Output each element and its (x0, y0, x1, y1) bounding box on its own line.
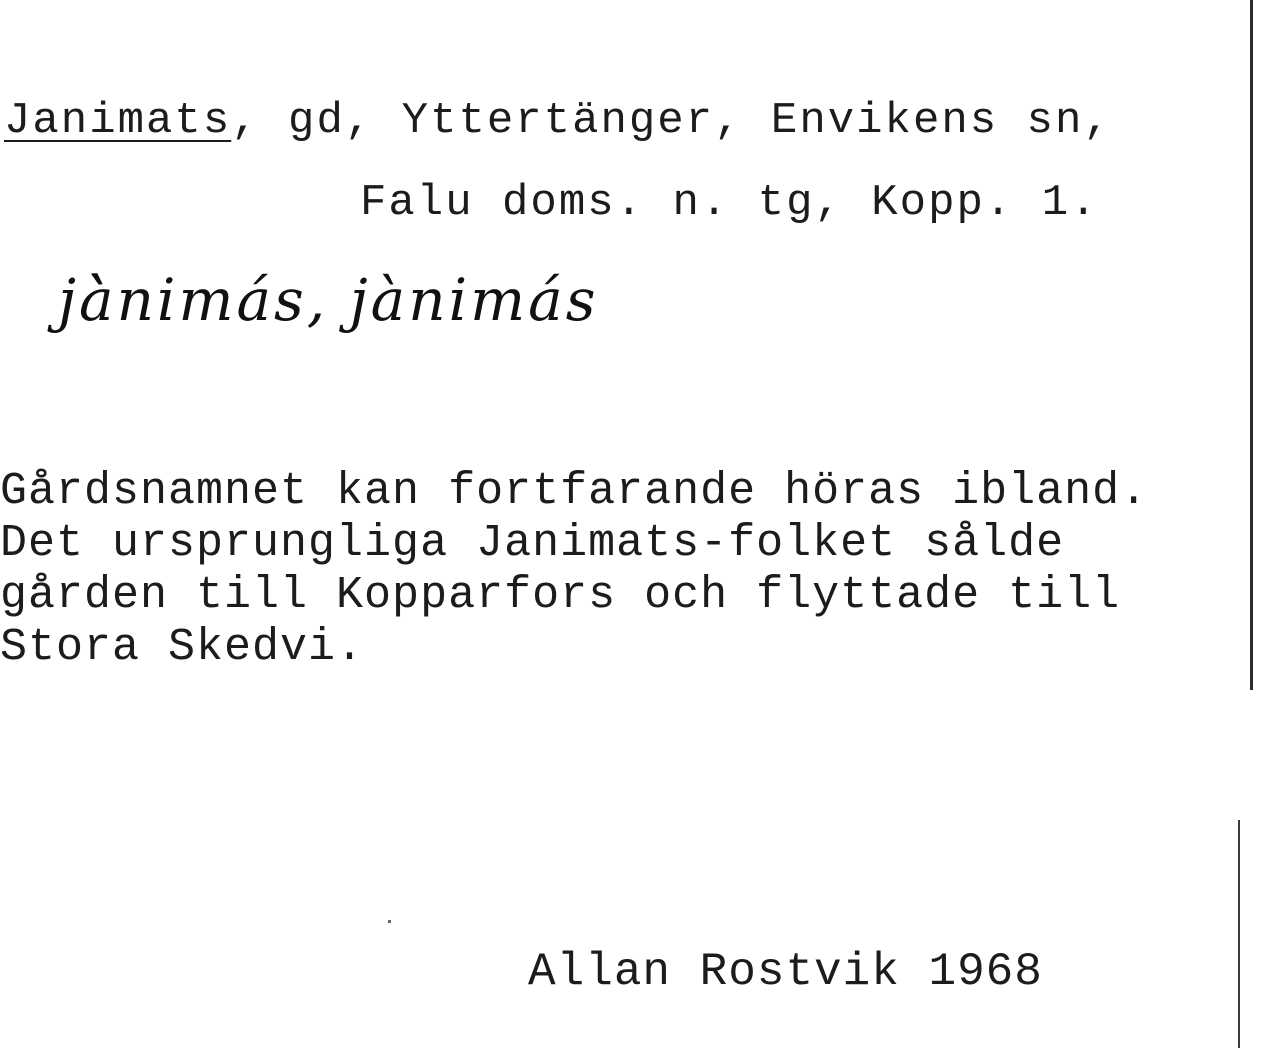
entry-heading-line (4, 96, 1112, 146)
body-line: Det ursprungliga Janimats-folket sålde (0, 518, 1065, 569)
handwritten-pronunciation: jà̀nimás, jànimás (58, 266, 599, 334)
body-line: Stora Skedvi. (0, 622, 365, 673)
entry-location-line: Falu doms. n. tg, Kopp. 1. (360, 178, 1099, 228)
card-edge-line-lower (1238, 820, 1240, 1048)
body-line: gården till Kopparfors och flyttade till (0, 570, 1121, 621)
headword: Janimats (4, 96, 232, 146)
card-edge-line (1250, 0, 1253, 690)
body-line: Gårdsnamnet kan fortfarande höras ibland. (0, 466, 1149, 517)
signature: Allan Rostvik 1968 (528, 946, 1043, 998)
heading-details: , gd, Yttertänger, Envikens sn, (231, 96, 1112, 146)
entry-body (0, 466, 1148, 674)
scan-speck (388, 920, 391, 923)
